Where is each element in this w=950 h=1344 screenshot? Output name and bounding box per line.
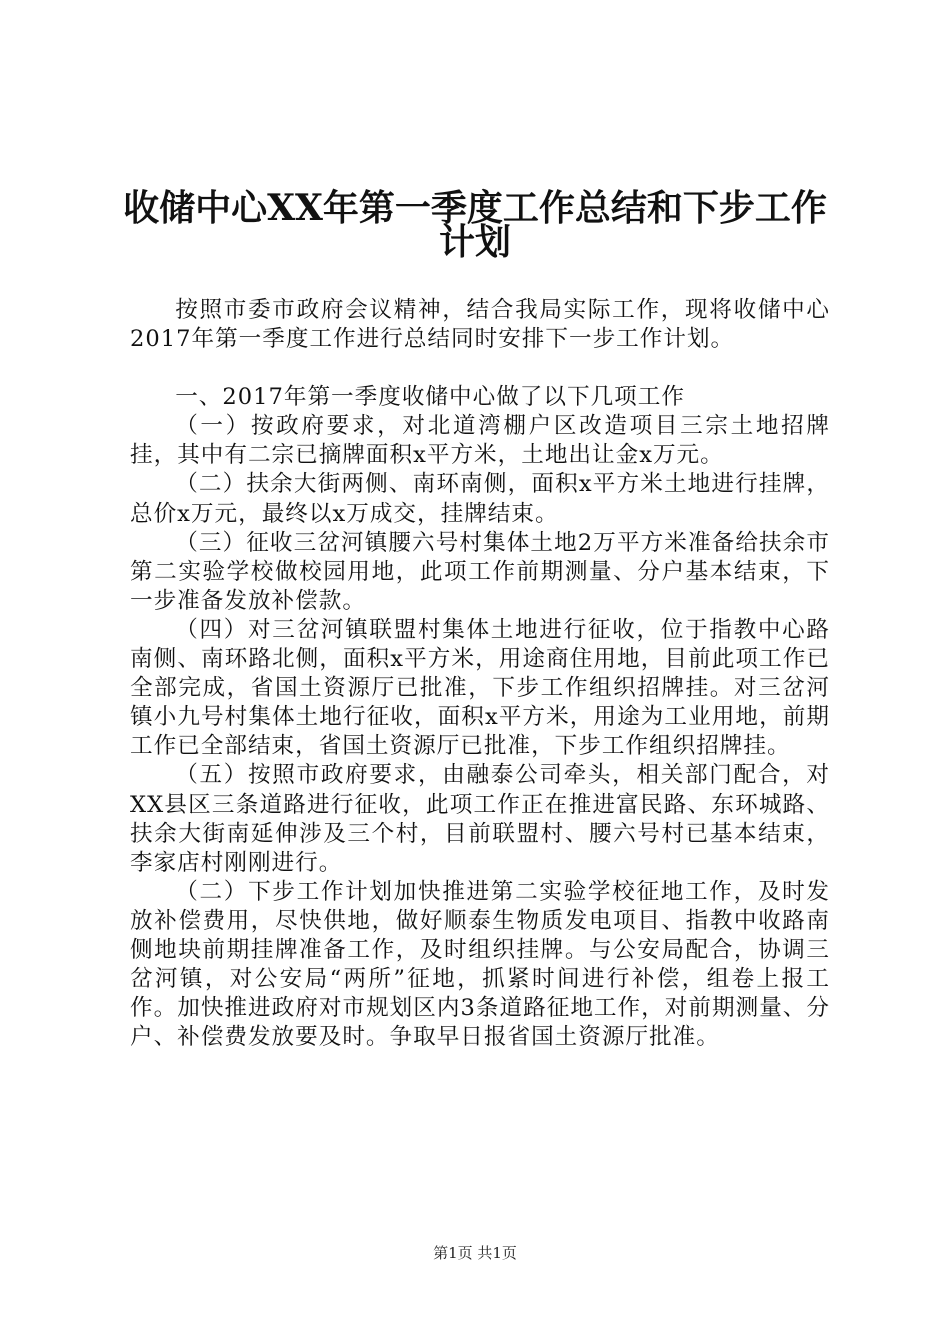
section-heading: 一、2017年第一季度收储中心做了以下几项工作 <box>175 384 685 411</box>
document-title-line-1: 收储中心XX年第一季度工作总结和下步工作 <box>123 187 827 229</box>
document-body <box>130 296 830 1052</box>
document-title-line-2: 计划 <box>438 221 511 263</box>
intro-paragraph: 按照市委市政府会议精神，结合我局实际工作，现将收储中心2017年第一季度工作进行总结同时安排下一步工作计划。 <box>130 297 830 353</box>
item-paragraph: （一）按政府要求，对北道湾棚户区改造项目三宗土地招牌挂，其中有二宗已摘牌面积x平方米，土地出让金x万元。 <box>130 413 830 469</box>
item-paragraph: （三）征收三岔河镇腰六号村集体土地2万平方米准备给扶余市第二实验学校做校园用地，此项工作前期测量、分户基本结束，下一步准备发放补偿款。 <box>130 529 830 614</box>
page-footer: 第1页 共1页 <box>433 1244 517 1262</box>
plan-paragraph: （二）下步工作计划加快推进第二实验学校征地工作，及时发放补偿费用，尽快供地，做好顺泰生物质发电项目、指教中收路南侧地块前期挂牌准备工作，及时组织挂牌。与公安局配合，协调三岔河镇，对公安局“两所”征地，抓紧时间进行补偿，组卷上报工作。加快推进政府对市规划区内3条道路征地工作，对前期测量、分户、补偿费发放要及时。争取早日报省国土资源厅批准。 <box>130 878 830 1051</box>
item-paragraph: （二）扶余大街两侧、南环南侧，面积x平方米土地进行挂牌，总价x万元，最终以x万成交，挂牌结束。 <box>130 471 830 527</box>
item-paragraph: （四）对三岔河镇联盟村集体土地进行征收，位于指教中心路南侧、南环路北侧，面积x平方米，用途商住用地，目前此项工作已全部完成，省国土资源厅已批准，下步工作组织招牌挂。对三岔河镇小九号村集体土地行征收，面积x平方米，用途为工业用地，前期工作已全部结束，省国土资源厅已批准，下步工作组织招牌挂。 <box>130 616 830 760</box>
item-paragraph: （五）按照市政府要求，由融泰公司牵头，相关部门配合，对XX县区三条道路进行征收，此项工作正在推进富民路、东环城路、扶余大街南延伸涉及三个村，目前联盟村、腰六号村已基本结束，李家店村刚刚进行。 <box>130 762 830 876</box>
